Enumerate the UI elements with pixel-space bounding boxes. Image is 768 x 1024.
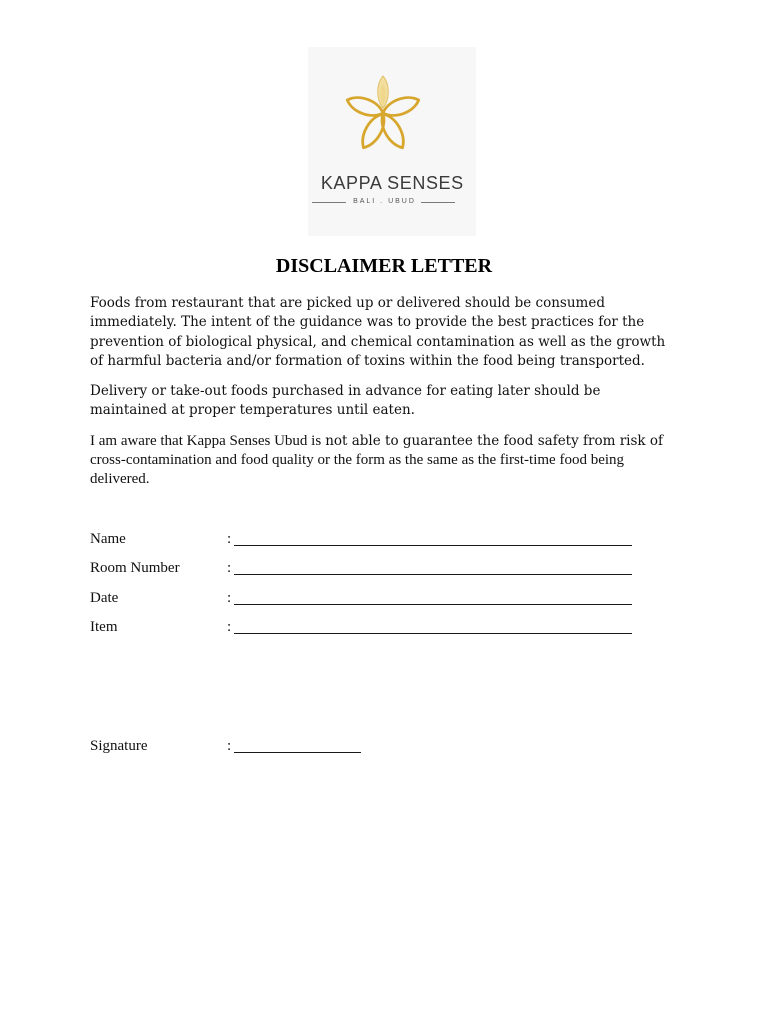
form-field-signature [90, 736, 640, 756]
field-label: Name [90, 531, 126, 547]
date-blank-line [234, 588, 632, 605]
room-number-blank-line [234, 558, 632, 575]
item-blank-line [234, 617, 632, 634]
paragraph-line [90, 451, 700, 470]
location-divider-right [421, 202, 455, 203]
field-separator: : [227, 590, 232, 606]
paragraph-line: prevention of biological physical, and chemical contamination as well as the growth [90, 333, 666, 350]
field-separator: : [227, 738, 232, 754]
field-separator: : [227, 619, 232, 635]
form-field-date [90, 588, 640, 608]
location-divider-left [312, 202, 346, 203]
paragraph-segment: delivered. [90, 470, 150, 487]
name-blank-line [234, 529, 632, 546]
paragraph-segment: I am aware that Kappa Senses Ubud is [90, 432, 322, 449]
form-field-item [90, 617, 640, 637]
paragraph-segment: cross-contamination and food quality or the form as the same as the first-time food being [90, 451, 625, 468]
paragraph-line: maintained at proper temperatures until eaten. [90, 402, 415, 419]
paragraph-line: Delivery or take-out foods purchased in advance for eating later should be [90, 383, 601, 399]
paragraph-line [90, 470, 700, 489]
signature-blank-line [234, 736, 361, 753]
field-label: Room Number [90, 560, 180, 576]
field-separator: : [227, 560, 232, 576]
paragraph-segment: not able to guarantee the food safety from risk of [325, 432, 663, 449]
field-separator: : [227, 531, 232, 547]
paragraph-line: Foods from restaurant that are picked up or delivered should be consumed [90, 295, 605, 311]
form-field-name [90, 529, 640, 549]
brand-name: KAPPA SENSES [320, 173, 464, 193]
field-label: Date [90, 590, 119, 606]
form-field-room-number [90, 558, 640, 578]
paragraph-line: of harmful bacteria and/or formation of toxins within the food being transported. [90, 353, 645, 370]
paragraph-line [90, 432, 700, 451]
paragraph-line: immediately. The intent of the guidance was to provide the best practices for the [90, 314, 645, 331]
paragraph-1 [90, 294, 700, 372]
paragraph-2 [90, 382, 700, 421]
field-label: Signature [90, 738, 148, 754]
flower-emblem-icon [308, 47, 476, 159]
kappa-senses-logo [308, 47, 476, 236]
field-label: Item [90, 619, 118, 635]
letter-title: DISCLAIMER LETTER [275, 255, 493, 277]
brand-location: BALI . UBUD [353, 198, 416, 205]
paragraph-3 [90, 432, 700, 489]
